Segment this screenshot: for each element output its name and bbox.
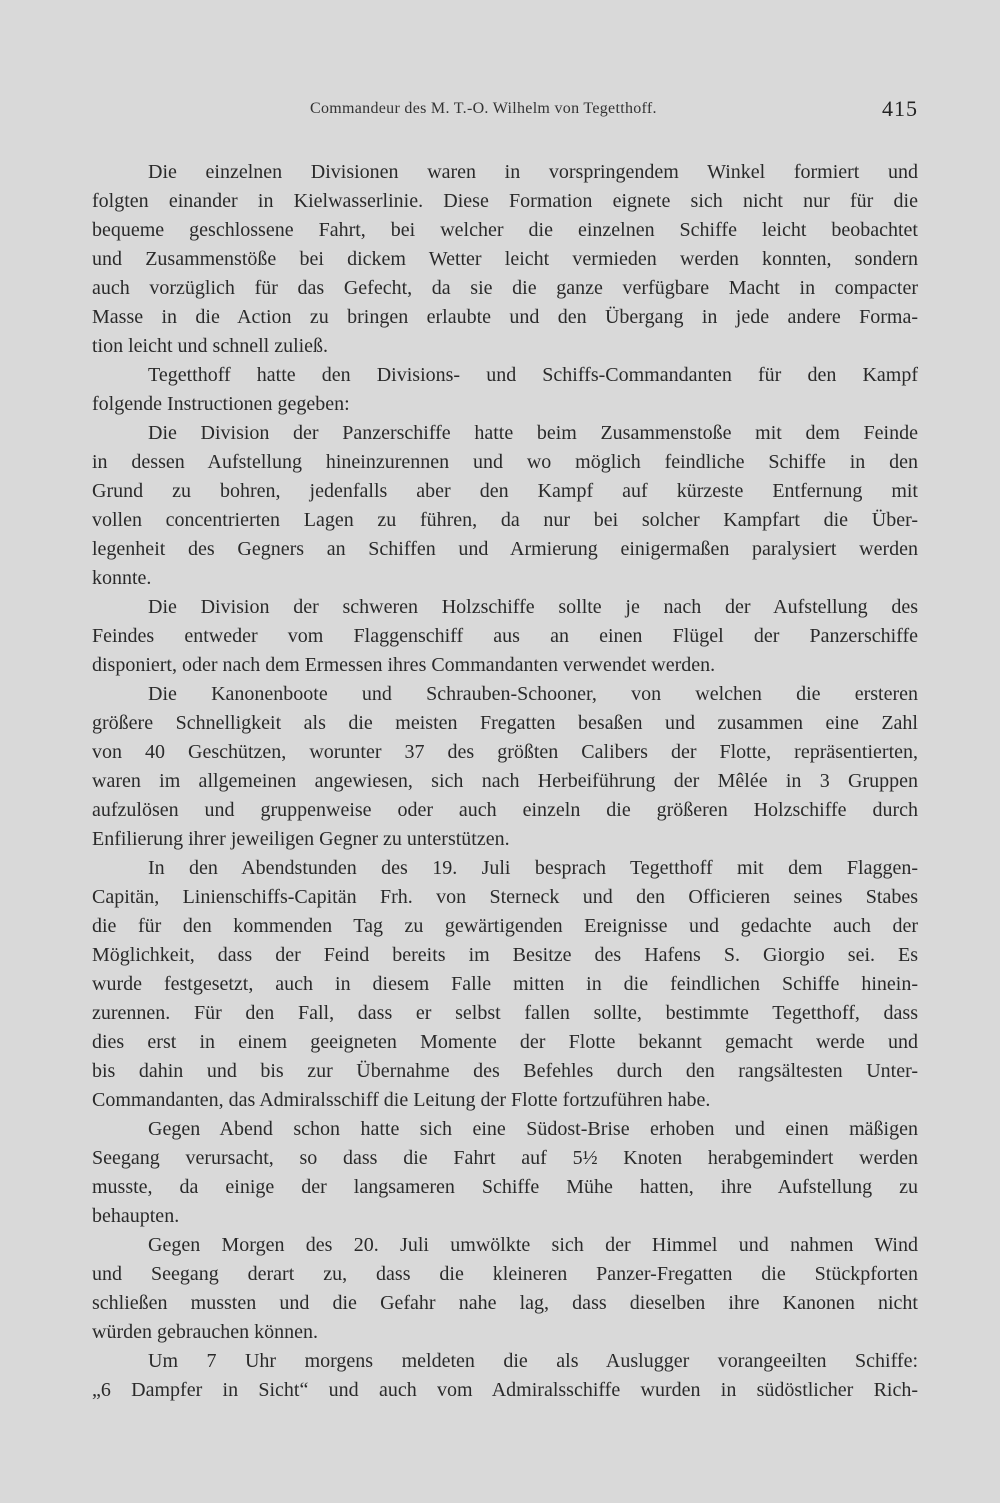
text-line: Um 7 Uhr morgens meldeten die als Auslugger vorangeeilten Schiffe: — [148, 1350, 918, 1372]
text-line: disponiert, oder nach dem Ermessen ihres Commandanten verwendet werden. — [92, 654, 716, 676]
page-header — [92, 96, 918, 126]
text-line: Capitän, Linienschiffs-Capitän Frh. von Sterneck und den Officieren seines Stabes — [92, 886, 918, 908]
text-line: dies erst in einem geeigneten Momente der Flotte bekannt gemacht werde und — [92, 1031, 918, 1053]
text-line: Seegang verursacht, so dass die Fahrt auf 5½ Knoten herabgemindert werden — [92, 1147, 918, 1169]
text-line: Möglichkeit, dass der Feind bereits im Besitze des Hafens S. Giorgio sei. Es — [92, 944, 918, 966]
text-line: Tegetthoff hatte den Divisions- und Schiffs-Commandanten für den Kampf — [148, 364, 918, 386]
text-line: folgende Instructionen gegeben: — [92, 393, 350, 415]
text-line: Grund zu bohren, jedenfalls aber den Kampf auf kürzeste Entfernung mit — [92, 480, 918, 502]
text-line: tion leicht und schnell zuließ. — [92, 335, 329, 357]
text-line: Gegen Abend schon hatte sich eine Südost-Brise erhoben und einen mäßigen — [148, 1118, 918, 1140]
text-line: Masse in die Action zu bringen erlaubte und den Übergang in jede andere Forma- — [92, 306, 918, 328]
text-line: aufzulösen und gruppenweise oder auch einzeln die größeren Holzschiffe durch — [92, 799, 918, 821]
text-line: Feindes entweder vom Flaggenschiff aus an einen Flügel der Panzerschiffe — [92, 625, 918, 647]
text-line: von 40 Geschützen, worunter 37 des größten Calibers der Flotte, repräsentierten, — [92, 741, 918, 763]
text-line: auch vorzüglich für das Gefecht, da sie die ganze verfügbare Macht in compacter — [92, 277, 918, 299]
text-line: konnte. — [92, 567, 152, 589]
text-line: In den Abendstunden des 19. Juli besprach Tegetthoff mit dem Flaggen- — [148, 857, 918, 879]
text-line: die für den kommenden Tag zu gewärtigenden Ereignisse und gedachte auch der — [92, 915, 918, 937]
text-line: Gegen Morgen des 20. Juli umwölkte sich der Himmel und nahmen Wind — [148, 1234, 918, 1256]
running-title: Commandeur des M. T.-O. Wilhelm von Tegetthoff. — [310, 100, 657, 117]
text-line: wurde festgesetzt, auch in diesem Falle mitten in die feindlichen Schiffe hinein- — [92, 973, 918, 995]
text-line: größere Schnelligkeit als die meisten Fregatten besaßen und zusammen eine Zahl — [92, 712, 918, 734]
text-line: schließen mussten und die Gefahr nahe lag, dass dieselben ihre Kanonen nicht — [92, 1292, 918, 1314]
text-line: in dessen Aufstellung hineinzurennen und wo möglich feindliche Schiffe in den — [92, 451, 918, 473]
text-line: und Zusammenstöße bei dickem Wetter leicht vermieden werden konnten, sondern — [92, 248, 918, 270]
text-line: bis dahin und bis zur Übernahme des Befehles durch den rangsältesten Unter- — [92, 1060, 918, 1082]
text-line: würden gebrauchen können. — [92, 1321, 319, 1343]
text-line: folgten einander in Kielwasserlinie. Diese Formation eignete sich nicht nur für die — [92, 190, 918, 212]
text-line: Enfilierung ihrer jeweiligen Gegner zu unterstützen. — [92, 828, 510, 850]
text-line: „6 Dampfer in Sicht“ und auch vom Admiralsschiffe wurden in südöstlicher Rich- — [92, 1379, 918, 1401]
text-line: vollen concentrierten Lagen zu führen, da nur bei solcher Kampfart die Über- — [92, 509, 918, 531]
text-line: musste, da einige der langsameren Schiffe Mühe hatten, ihre Aufstellung zu — [92, 1176, 918, 1198]
text-line: Die Division der schweren Holzschiffe sollte je nach der Aufstellung des — [148, 596, 918, 618]
text-line: Die Kanonenboote und Schrauben-Schooner, von welchen die ersteren — [148, 683, 918, 705]
text-line: Commandanten, das Admiralsschiff die Leitung der Flotte fortzuführen habe. — [92, 1089, 711, 1111]
text-line: waren im allgemeinen angewiesen, sich nach Herbeiführung der Mêlée in 3 Gruppen — [92, 770, 918, 792]
text-line: behaupten. — [92, 1205, 180, 1227]
text-line: zurennen. Für den Fall, dass er selbst fallen sollte, bestimmte Tegetthoff, dass — [92, 1002, 918, 1024]
text-line: bequeme geschlossene Fahrt, bei welcher die einzelnen Schiffe leicht beobachtet — [92, 219, 918, 241]
body-text — [92, 158, 918, 1405]
text-line: Die einzelnen Divisionen waren in vorspringendem Winkel formiert und — [148, 161, 918, 183]
page-number: 415 — [882, 96, 918, 121]
text-line: legenheit des Gegners an Schiffen und Armierung einigermaßen paralysiert werden — [92, 538, 918, 560]
text-line: Die Division der Panzerschiffe hatte beim Zusammenstoße mit dem Feinde — [148, 422, 918, 444]
text-line: und Seegang derart zu, dass die kleineren Panzer-Fregatten die Stückpforten — [92, 1263, 918, 1285]
